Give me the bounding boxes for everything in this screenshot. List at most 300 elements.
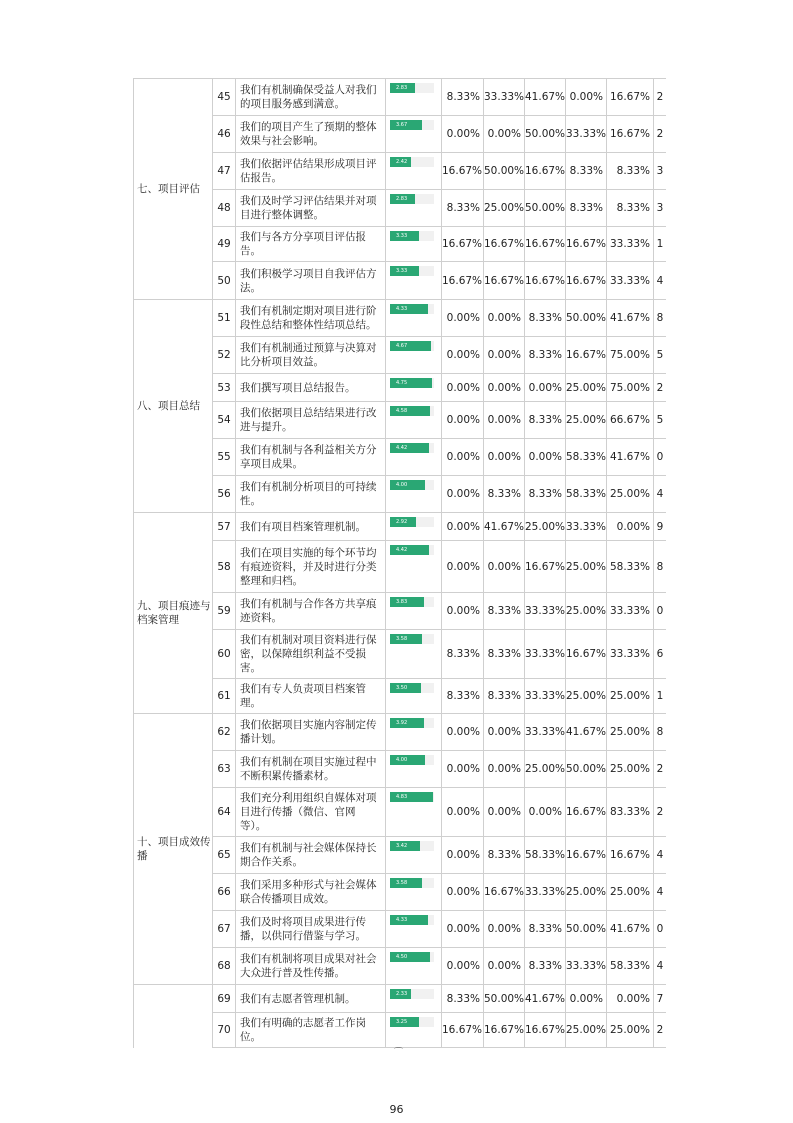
percentage-cell: 0.00% [607, 985, 654, 1013]
table-row [134, 751, 667, 788]
percentage-cell: 0.00% [566, 79, 607, 116]
percentage-cell: 8.33% [525, 402, 566, 439]
response-count-cell: 5 [654, 337, 667, 374]
response-count-cell: 0 [654, 911, 667, 948]
score-bar-cell [386, 476, 442, 513]
percentage-cell: 33.33% [607, 227, 654, 262]
percentage-cell: 75.00% [607, 374, 654, 402]
percentage-cell: 25.00% [607, 714, 654, 751]
score-bar-cell [386, 593, 442, 630]
score-bar-cell [386, 337, 442, 374]
item-number: 47 [213, 153, 236, 190]
item-number: 68 [213, 948, 236, 985]
response-count-cell [654, 1048, 667, 1049]
percentage-cell: 8.33% [442, 985, 484, 1013]
percentage-cell: 16.67% [442, 227, 484, 262]
table-row [134, 541, 667, 593]
percentage-cell: 0.00% [442, 116, 484, 153]
percentage-cell: 16.67% [566, 262, 607, 300]
percentage-cell: 0.00% [525, 374, 566, 402]
table-row [134, 837, 667, 874]
percentage-cell: 0.00% [484, 374, 525, 402]
response-count-cell: 8 [654, 541, 667, 593]
percentage-cell: 0.00% [484, 948, 525, 985]
score-bar-track [390, 517, 434, 527]
percentage-cell: 8.33% [484, 679, 525, 714]
score-bar-cell [386, 116, 442, 153]
percentage-cell: 58.33% [566, 476, 607, 513]
percentage-cell: 16.67% [525, 262, 566, 300]
percentage-cell: 0.00% [566, 985, 607, 1013]
percentage-cell: 0.00% [484, 751, 525, 788]
percentage-cell: 25.00% [484, 190, 525, 227]
item-number: 54 [213, 402, 236, 439]
percentage-cell: 25.00% [566, 679, 607, 714]
item-number: 46 [213, 116, 236, 153]
table-row [134, 374, 667, 402]
item-number: 48 [213, 190, 236, 227]
table-row [134, 788, 667, 837]
score-bar-track [390, 915, 434, 925]
percentage-cell: 0.00% [442, 593, 484, 630]
score-bar-cell [386, 1013, 442, 1048]
response-count-cell: 5 [654, 402, 667, 439]
response-count-cell: 8 [654, 300, 667, 337]
item-number: 65 [213, 837, 236, 874]
table-row [134, 1013, 667, 1048]
response-count-cell: 4 [654, 262, 667, 300]
percentage-cell: 0.00% [442, 439, 484, 476]
response-count-cell: 3 [654, 153, 667, 190]
percentage-cell: 0.00% [442, 300, 484, 337]
percentage-cell: 0.00% [442, 513, 484, 541]
item-statement: 我们有机制在项目实施过程中不断积累传播素材。 [236, 751, 386, 788]
table-row [134, 402, 667, 439]
item-statement: 我们依据项目实施内容制定传播计划。 [236, 714, 386, 751]
percentage-cell: 8.33% [525, 476, 566, 513]
percentage-cell: 8.33% [442, 679, 484, 714]
item-number: 56 [213, 476, 236, 513]
percentage-cell: 33.33% [525, 630, 566, 679]
score-bar-cell [386, 948, 442, 985]
percentage-cell: 83.33% [607, 788, 654, 837]
percentage-cell: 58.33% [607, 948, 654, 985]
percentage-cell: 33.33% [525, 874, 566, 911]
percentage-cell: 0.00% [484, 116, 525, 153]
percentage-cell: 0.00% [442, 374, 484, 402]
table-row [134, 337, 667, 374]
score-bar-track [390, 406, 434, 416]
item-number: 51 [213, 300, 236, 337]
score-bar-track [390, 878, 434, 888]
percentage-cell: 16.67% [484, 874, 525, 911]
item-statement: 我们有机制与社会媒体保持长期合作关系。 [236, 837, 386, 874]
percentage-cell: 16.67% [566, 227, 607, 262]
score-bar-cell [386, 227, 442, 262]
table-row [134, 679, 667, 714]
item-number: 52 [213, 337, 236, 374]
percentage-cell: 25.00% [566, 1013, 607, 1048]
percentage-cell: 16.67% [484, 227, 525, 262]
percentage-cell: 16.67% [525, 153, 566, 190]
percentage-cell: 0.00% [442, 402, 484, 439]
percentage-cell: 16.67% [442, 153, 484, 190]
percentage-cell: 50.00% [525, 190, 566, 227]
response-count-cell: 4 [654, 837, 667, 874]
table-row [134, 985, 667, 1013]
response-count-cell: 1 [654, 227, 667, 262]
score-bar-cell [386, 874, 442, 911]
page-number: 96 [389, 1103, 404, 1116]
item-statement: 我们有机制将项目成果对社会大众进行普及性传播。 [236, 948, 386, 985]
response-count-cell: 1 [654, 679, 667, 714]
item-statement: 我们有专人负责项目档案管理。 [236, 679, 386, 714]
score-bar-track [390, 989, 434, 999]
percentage-cell: 0.00% [442, 541, 484, 593]
percentage-cell: 0.00% [484, 337, 525, 374]
item-statement: 我们的项目产生了预期的整体效果与社会影响。 [236, 116, 386, 153]
item-number: 49 [213, 227, 236, 262]
item-statement: 我们及时将项目成果进行传播，以供同行借鉴与学习。 [236, 911, 386, 948]
table-row [134, 714, 667, 751]
score-value: 3.58 [396, 636, 408, 642]
score-value: 3.83 [396, 599, 408, 605]
score-bar-track [390, 597, 434, 607]
percentage-cell: 25.00% [525, 751, 566, 788]
score-bar-track [390, 718, 434, 728]
response-count-cell: 7 [654, 985, 667, 1013]
item-statement: 我们在项目实施的每个环节均有痕迹资料，并及时进行分类整理和归档。 [236, 541, 386, 593]
score-bar-track [390, 120, 434, 130]
item-number: 60 [213, 630, 236, 679]
table-row [134, 439, 667, 476]
percentage-cell: 66.67% [607, 402, 654, 439]
percentage-cell: 0.00% [442, 948, 484, 985]
item-number: 63 [213, 751, 236, 788]
percentage-cell: 8.33% [442, 190, 484, 227]
score-value: 3.25 [396, 1019, 408, 1025]
item-statement: 我们有机制与各利益相关方分享项目成果。 [236, 439, 386, 476]
percentage-cell: 25.00% [566, 593, 607, 630]
score-value: 4.33 [396, 306, 408, 312]
percentage-cell: 8.33% [607, 190, 654, 227]
response-count-cell: 2 [654, 751, 667, 788]
table-row [134, 630, 667, 679]
percentage-cell [566, 1048, 607, 1049]
score-bar-cell [386, 300, 442, 337]
percentage-cell: 0.00% [607, 513, 654, 541]
item-statement: 我们有项目档案管理机制。 [236, 513, 386, 541]
score-bar-cell [386, 79, 442, 116]
percentage-cell: 75.00% [607, 337, 654, 374]
percentage-cell: 0.00% [484, 439, 525, 476]
percentage-cell: 25.00% [607, 1013, 654, 1048]
score-bar-cell [386, 714, 442, 751]
section-category: 八、项目总结 [134, 300, 213, 513]
percentage-cell: 25.00% [566, 874, 607, 911]
percentage-cell: 25.00% [607, 476, 654, 513]
percentage-cell: 33.33% [525, 679, 566, 714]
item-statement: 我们有机制通过预算与决算对比分析项目效益。 [236, 337, 386, 374]
item-statement: 我们采用多种形式与社会媒体联合传播项目成效。 [236, 874, 386, 911]
percentage-cell: 16.67% [484, 262, 525, 300]
percentage-cell: 58.33% [525, 837, 566, 874]
score-bar-track [390, 545, 434, 555]
percentage-cell: 8.33% [525, 337, 566, 374]
percentage-cell: 8.33% [484, 476, 525, 513]
percentage-cell: 41.67% [525, 79, 566, 116]
score-value: 2.92 [396, 519, 408, 525]
percentage-cell: 0.00% [442, 751, 484, 788]
score-value: 4.75 [396, 380, 408, 386]
score-value: 3.33 [396, 233, 408, 239]
percentage-cell: 8.33% [566, 153, 607, 190]
score-bar-track [390, 231, 434, 241]
table-row [134, 513, 667, 541]
item-statement: 我们有志愿者管理机制。 [236, 985, 386, 1013]
item-statement: 我们及时学习评估结果并对项目进行整体调整。 [236, 190, 386, 227]
score-value: 2.83 [396, 85, 408, 91]
percentage-cell: 41.67% [607, 439, 654, 476]
score-bar-cell [386, 679, 442, 714]
score-value: 4.00 [396, 757, 408, 763]
percentage-cell: 33.33% [525, 593, 566, 630]
score-bar-track [390, 634, 434, 644]
percentage-cell [525, 1048, 566, 1049]
percentage-cell: 8.33% [525, 948, 566, 985]
percentage-cell: 16.67% [525, 1013, 566, 1048]
item-number: 70 [213, 1013, 236, 1048]
percentage-cell: 0.00% [442, 476, 484, 513]
percentage-cell: 0.00% [484, 911, 525, 948]
score-value: 3.67 [396, 122, 408, 128]
item-number: 64 [213, 788, 236, 837]
score-bar-cell [386, 911, 442, 948]
percentage-cell: 50.00% [566, 300, 607, 337]
table-row [134, 190, 667, 227]
percentage-cell: 33.33% [566, 513, 607, 541]
item-statement: 我们有机制分析项目的可持续性。 [236, 476, 386, 513]
percentage-cell: 16.67% [607, 837, 654, 874]
section-category: 十、项目成效传播 [134, 714, 213, 985]
item-number: 59 [213, 593, 236, 630]
response-count-cell: 4 [654, 476, 667, 513]
percentage-cell: 0.00% [442, 874, 484, 911]
score-bar-track [390, 792, 434, 802]
percentage-cell: 8.33% [525, 911, 566, 948]
percentage-cell: 58.33% [607, 541, 654, 593]
response-count-cell: 0 [654, 593, 667, 630]
score-bar-cell [386, 190, 442, 227]
score-bar-track [390, 83, 434, 93]
percentage-cell: 0.00% [484, 788, 525, 837]
section-category [134, 985, 213, 1049]
response-count-cell: 2 [654, 788, 667, 837]
percentage-cell: 25.00% [566, 541, 607, 593]
score-bar-cell [386, 262, 442, 300]
table-row [134, 948, 667, 985]
item-number: 62 [213, 714, 236, 751]
percentage-cell: 41.67% [566, 714, 607, 751]
score-value: 3.50 [396, 685, 408, 691]
percentage-cell: 0.00% [442, 788, 484, 837]
score-bar-track [390, 683, 434, 693]
response-count-cell: 2 [654, 79, 667, 116]
survey-results-table [133, 78, 666, 1048]
response-count-cell: 4 [654, 874, 667, 911]
percentage-cell: 8.33% [442, 630, 484, 679]
percentage-cell: 50.00% [566, 911, 607, 948]
table-row [134, 911, 667, 948]
score-bar-track [390, 841, 434, 851]
table-row [134, 262, 667, 300]
table-row [134, 874, 667, 911]
score-bar-cell [386, 788, 442, 837]
percentage-cell: 25.00% [566, 402, 607, 439]
percentage-cell: 8.33% [525, 300, 566, 337]
item-number: 57 [213, 513, 236, 541]
percentage-cell: 16.67% [566, 630, 607, 679]
score-bar-track [390, 266, 434, 276]
percentage-cell: 0.00% [442, 714, 484, 751]
percentage-cell: 8.33% [607, 153, 654, 190]
item-statement [236, 1048, 386, 1049]
item-statement: 我们有机制定期对项目进行阶段性总结和整体性结项总结。 [236, 300, 386, 337]
score-bar-cell [386, 985, 442, 1013]
score-value: 3.42 [396, 843, 408, 849]
score-bar-track [390, 378, 434, 388]
item-statement: 我们积极学习项目自我评估方法。 [236, 262, 386, 300]
percentage-cell: 33.33% [566, 948, 607, 985]
item-statement: 我们依据评估结果形成项目评估报告。 [236, 153, 386, 190]
percentage-cell: 16.67% [566, 837, 607, 874]
item-number: 50 [213, 262, 236, 300]
item-statement: 我们充分利用组织自媒体对项目进行传播（微信、官网等）。 [236, 788, 386, 837]
score-value: 4.42 [396, 547, 408, 553]
score-bar-track [390, 1017, 434, 1027]
score-bar-track [390, 480, 434, 490]
item-number: 58 [213, 541, 236, 593]
percentage-cell: 33.33% [607, 593, 654, 630]
score-bar-cell [386, 374, 442, 402]
score-bar-cell [386, 402, 442, 439]
item-statement: 我们撰写项目总结报告。 [236, 374, 386, 402]
percentage-cell: 16.67% [566, 788, 607, 837]
response-count-cell: 2 [654, 1013, 667, 1048]
percentage-cell: 8.33% [566, 190, 607, 227]
item-statement: 我们依据项目总结结果进行改进与提升。 [236, 402, 386, 439]
response-count-cell: 8 [654, 714, 667, 751]
percentage-cell [607, 1048, 654, 1049]
response-count-cell: 2 [654, 116, 667, 153]
score-value: 3.58 [396, 880, 408, 886]
score-value: 4.42 [396, 445, 408, 451]
item-number: 67 [213, 911, 236, 948]
section-category: 七、项目评估 [134, 79, 213, 300]
table-row [134, 593, 667, 630]
score-bar-cell [386, 439, 442, 476]
percentage-cell: 8.33% [442, 79, 484, 116]
percentage-cell: 0.00% [442, 337, 484, 374]
score-value: 2.33 [396, 991, 408, 997]
percentage-cell [442, 1048, 484, 1049]
score-value: 4.33 [396, 917, 408, 923]
survey-table-container [133, 78, 666, 1048]
percentage-cell: 8.33% [484, 837, 525, 874]
score-value: 4.58 [396, 408, 408, 414]
percentage-cell: 16.67% [607, 116, 654, 153]
percentage-cell: 0.00% [442, 837, 484, 874]
response-count-cell: 0 [654, 439, 667, 476]
percentage-cell: 25.00% [607, 874, 654, 911]
score-bar-cell [386, 513, 442, 541]
percentage-cell: 16.67% [525, 227, 566, 262]
item-statement: 我们有机制确保受益人对我们的项目服务感到满意。 [236, 79, 386, 116]
score-bar-cell [386, 837, 442, 874]
percentage-cell: 50.00% [566, 751, 607, 788]
percentage-cell: 33.33% [484, 79, 525, 116]
item-statement: 我们有机制对项目资料进行保密，以保障组织利益不受损害。 [236, 630, 386, 679]
item-statement: 我们有明确的志愿者工作岗位。 [236, 1013, 386, 1048]
percentage-cell: 0.00% [484, 541, 525, 593]
percentage-cell: 25.00% [566, 374, 607, 402]
response-count-cell: 2 [654, 374, 667, 402]
score-value: 4.67 [396, 343, 408, 349]
table-row [134, 300, 667, 337]
table-body [134, 79, 667, 1049]
item-number: 69 [213, 985, 236, 1013]
response-count-cell: 4 [654, 948, 667, 985]
score-bar-track [390, 341, 434, 351]
score-bar-cell [386, 541, 442, 593]
percentage-cell: 25.00% [525, 513, 566, 541]
percentage-cell: 50.00% [484, 153, 525, 190]
percentage-cell: 16.67% [566, 337, 607, 374]
percentage-cell: 33.33% [525, 714, 566, 751]
score-value: 3.33 [396, 268, 408, 274]
item-number: 53 [213, 374, 236, 402]
percentage-cell: 41.67% [607, 300, 654, 337]
score-bar-track [390, 157, 434, 167]
score-bar-track [390, 755, 434, 765]
table-row [134, 153, 667, 190]
score-bar-track [390, 304, 434, 314]
percentage-cell: 0.00% [442, 911, 484, 948]
score-bar-cell [386, 751, 442, 788]
item-number: 61 [213, 679, 236, 714]
table-row [134, 476, 667, 513]
table-row [134, 79, 667, 116]
item-number [213, 1048, 236, 1049]
item-statement: 我们有机制与合作各方共享痕迹资料。 [236, 593, 386, 630]
percentage-cell: 16.67% [607, 79, 654, 116]
item-statement: 我们与各方分享项目评估报告。 [236, 227, 386, 262]
response-count-cell: 3 [654, 190, 667, 227]
percentage-cell: 0.00% [484, 402, 525, 439]
score-value: 2.83 [396, 196, 408, 202]
table-row [134, 116, 667, 153]
percentage-cell: 16.67% [442, 1013, 484, 1048]
score-bar-cell [386, 630, 442, 679]
percentage-cell: 33.33% [566, 116, 607, 153]
score-bar-track [390, 443, 434, 453]
percentage-cell: 16.67% [484, 1013, 525, 1048]
percentage-cell: 0.00% [484, 714, 525, 751]
percentage-cell: 16.67% [525, 541, 566, 593]
table-row [134, 227, 667, 262]
score-value: 4.00 [396, 482, 408, 488]
percentage-cell: 50.00% [484, 985, 525, 1013]
